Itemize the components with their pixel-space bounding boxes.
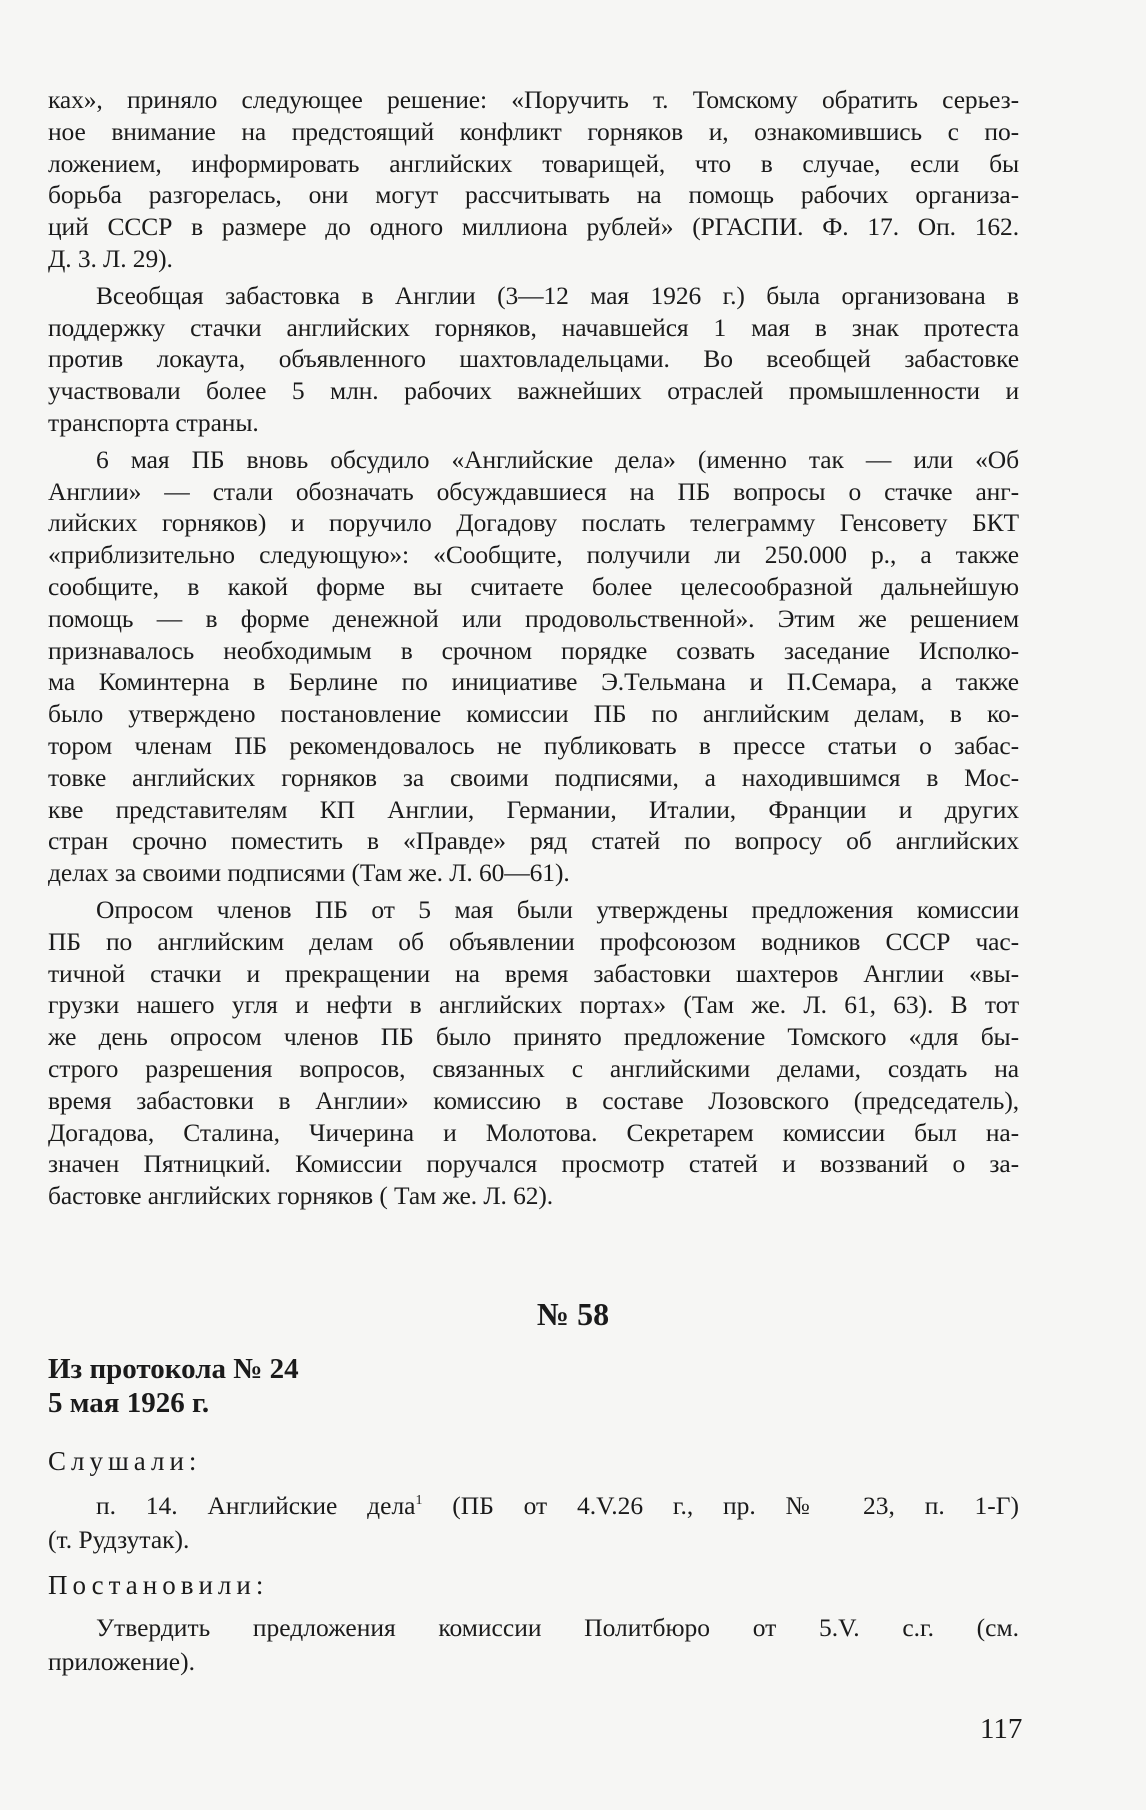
text-line: Англии» — стали обозначать обсуждавшиеся на ПБ вопросы о стачке анг- (48, 476, 1019, 506)
text-line: Д. 3. Л. 29). (48, 243, 173, 273)
text-line: же день опросом членов ПБ было принято предложение Томского «для бы- (48, 1022, 1019, 1052)
text-line: борьба разгорелась, они могут рассчитывать на помощь рабочих организа- (48, 180, 1019, 210)
text-line: тором членам ПБ рекомендовалось не публиковать в прессе статьи о забас- (48, 730, 1019, 760)
paragraph (48, 444, 1019, 889)
text-line: бастовке английских горняков ( Там же. Л. 62). (48, 1181, 554, 1211)
text-line: лийских горняков) и поручило Догадову послать телеграмму Генсовету БКТ (48, 508, 1019, 538)
text-line: стран срочно поместить в «Правде» ряд статей по вопросу об английских (48, 826, 1019, 856)
paragraph (48, 84, 1019, 275)
text-line: транспорта страны. (48, 407, 259, 437)
footnote-marker: 1 (415, 1493, 423, 1508)
text-line: тичной стачки и прекращении на время забастовки шахтеров Англии «вы- (48, 958, 1019, 988)
body-text (48, 84, 1019, 1217)
text-line: время забастовки в Англии» комиссию в составе Лозовского (председатель), (48, 1085, 1019, 1115)
resolved-text-cont: приложение). (48, 1647, 195, 1676)
text-line: 6 мая ПБ вновь обсудило «Английские дела» (именно так — или «Об (96, 444, 1019, 474)
text-line: было утверждено постановление комиссии ПБ по английским делам, в ко- (48, 699, 1019, 729)
text-line: помощь — в форме денежной или продовольственной». Этим же решением (48, 603, 1019, 633)
text-line: ное внимание на предстоящий конфликт горняков и, ознакомившись с по- (48, 116, 1019, 146)
text-line: товке английских горняков за своими подписями, а находившимся в Мос- (48, 762, 1019, 792)
text-line: строго разрешения вопросов, связанных с английскими делами, создать на (48, 1053, 1019, 1083)
text-line: Опросом членов ПБ от 5 мая были утверждены предложения комиссии (96, 894, 1019, 924)
text-line: против локаута, объявленного шахтовладельцами. Во всеобщей забастовке (48, 344, 1019, 374)
text-line: ций СССР в размере до одного миллиона рублей» (РГАСПИ. Ф. 17. Оп. 162. (48, 212, 1019, 242)
text-line: ложением, информировать английских товарищей, что в случае, если бы (48, 148, 1019, 178)
document-number: № 58 (536, 1296, 610, 1332)
text-line: сообщите, в какой форме вы считаете более целесообразной дальнейшую (48, 571, 1019, 601)
text-line: Всеобщая забастовка в Англии (3—12 мая 1926 г.) была организована в (96, 280, 1019, 310)
paragraph (48, 894, 1019, 1212)
text-line: грузки нашего угля и нефти в английских портах» (Там же. Л. 61, 63). В тот (48, 990, 1019, 1020)
heard-speaker: (т. Рудзутак). (48, 1525, 190, 1554)
text-line: делах за своими подписями (Там же. Л. 60—61). (48, 858, 570, 888)
text-line: кве представителям КП Англии, Германии, Италии, Франции и других (48, 794, 1019, 824)
resolved-text: Утвердить предложения комиссии Политбюро от 5.V. с.г. (см. (96, 1613, 1019, 1642)
page-number: 117 (980, 1713, 1023, 1745)
heard-item-text: п. 14. Английские дела (96, 1491, 416, 1520)
text-line: поддержку стачки английских горняков, начавшейся 1 мая в знак протеста (48, 312, 1019, 342)
document-title: Из протокола № 24 (48, 1353, 299, 1385)
text-line: Догадова, Сталина, Чичерина и Молотова. Секретарем комиссии был на- (48, 1117, 1019, 1147)
text-line: ПБ по английским делам об объявлении профсоюзом водников СССР час- (48, 926, 1019, 956)
text-line: признавалось необходимым в срочном порядке созвать заседание Исполко- (48, 635, 1019, 665)
resolved-label: Постановили: (48, 1570, 269, 1600)
heard-item (48, 1490, 1019, 1522)
text-line: ма Коминтерна в Берлине по инициативе Э.Тельмана и П.Семара, а также (48, 667, 1019, 697)
text-line: ках», приняло следующее решение: «Поручить т. Томскому обратить серьез- (48, 85, 1019, 114)
heard-item-ref: (ПБ от 4.V.26 г., пр. № 23, п. 1-Г) (422, 1491, 1019, 1520)
document-date: 5 мая 1926 г. (48, 1387, 210, 1419)
heard-label: Слушали: (48, 1446, 202, 1476)
text-line: «приблизительно следующую»: «Сообщите, получили ли 250.000 р., а также (48, 540, 1019, 570)
text-line: участвовали более 5 млн. рабочих важнейших отраслей промышленности и (48, 376, 1019, 406)
paragraph (48, 280, 1019, 439)
text-line: значен Пятницкий. Комиссии поручался просмотр статей и воззваний о за- (48, 1149, 1019, 1179)
